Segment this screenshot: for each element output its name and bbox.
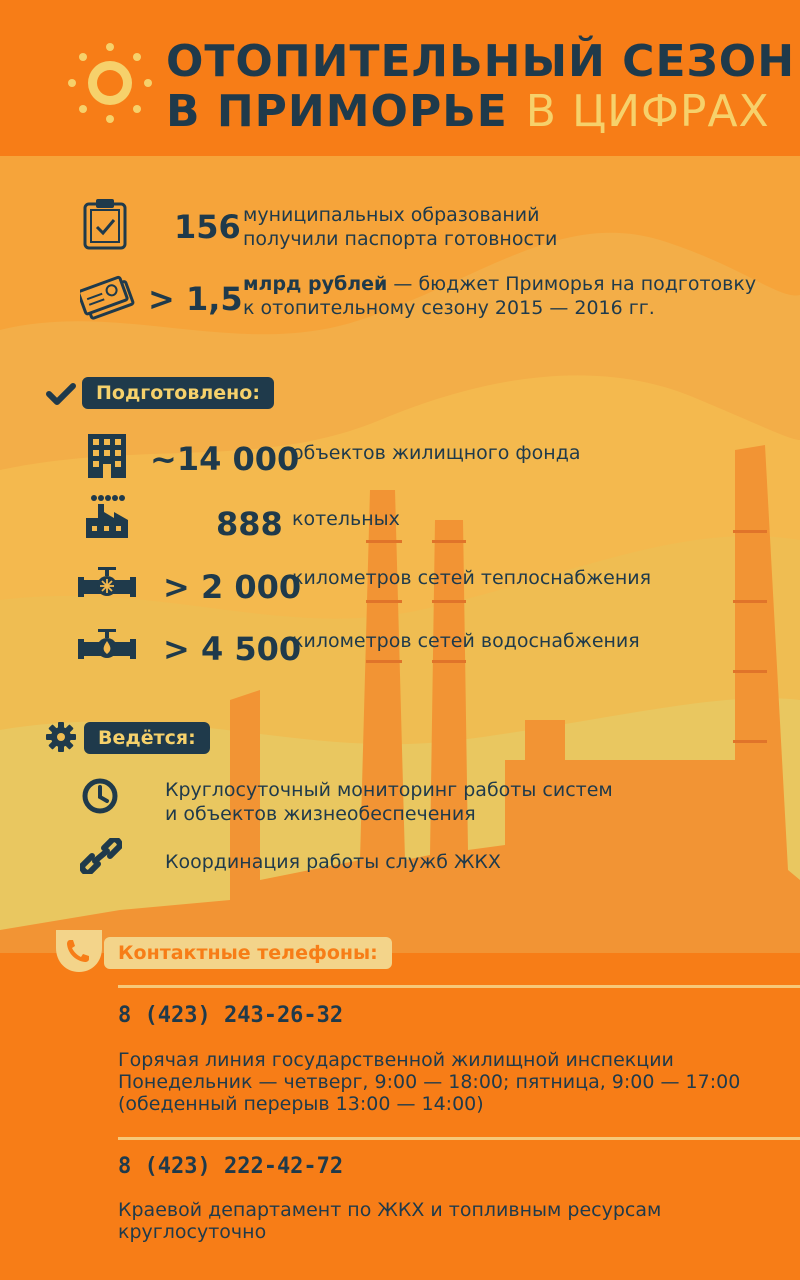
clock-icon (82, 778, 118, 814)
prepared-number-2: 888 (216, 505, 283, 543)
chain-link-icon (80, 838, 122, 874)
contacts-label: Контактные телефоны: (104, 937, 392, 969)
intro-number-2: > 1,5 (148, 280, 243, 318)
apartment-building-icon (86, 432, 128, 480)
contact-1-line-1: Горячая линия государственной жилищной инспекции (118, 1049, 674, 1071)
prepared-label: Подготовлено: (82, 377, 274, 409)
money-bills-icon (80, 272, 136, 324)
clipboard-check-icon (82, 198, 128, 250)
gear-icon (46, 722, 76, 752)
prepared-text-3: километров сетей теплоснабжения (292, 567, 652, 589)
prepared-number-3: > 2 000 (163, 568, 302, 606)
intro-text-2-rest: — бюджет Приморья на подготовку (387, 273, 757, 295)
ongoing-label: Ведётся: (84, 722, 210, 754)
prepared-text-1: объектов жилищного фонда (292, 442, 581, 464)
sun-icon (62, 40, 158, 126)
phone-number-2[interactable]: 8 (423) 222-42-72 (118, 1154, 344, 1179)
title-line-2 (166, 86, 770, 137)
intro-text-2-line-1 (243, 272, 756, 296)
title-bold: В ПРИМОРЬЕ (166, 86, 508, 137)
ongoing-text-2: Координация работы служб ЖКХ (165, 851, 501, 873)
title-line-1: ОТОПИТЕЛЬНЫЙ СЕЗОН (166, 36, 796, 87)
pipe-valve-water-icon (78, 628, 136, 664)
pipe-valve-heat-icon (78, 566, 136, 602)
contacts-divider-2 (118, 1137, 800, 1140)
factory-icon (84, 494, 130, 540)
intro-text-1-line-1: муниципальных образований (243, 204, 540, 226)
title-light: В ЦИФРАХ (525, 86, 770, 137)
contacts-divider-1 (118, 985, 800, 988)
ongoing-text-1-line-2: и объектов жизнеобеспечения (165, 803, 476, 825)
intro-text-2-line-2: к отопительному сезону 2015 — 2016 гг. (243, 297, 655, 319)
prepared-number-1: ~14 000 (150, 440, 300, 478)
contact-1-line-3: (обеденный перерыв 13:00 — 14:00) (118, 1093, 484, 1115)
phone-number-1[interactable]: 8 (423) 243-26-32 (118, 1003, 344, 1028)
checkmark-icon (46, 382, 76, 406)
phone-icon (54, 928, 104, 974)
prepared-text-4: километров сетей водоснабжения (292, 630, 640, 652)
prepared-text-2: котельных (292, 508, 400, 530)
intro-text-2-bold: млрд рублей (243, 273, 388, 295)
ongoing-text-1-line-1: Круглосуточный мониторинг работы систем (165, 779, 613, 801)
prepared-number-4: > 4 500 (163, 630, 302, 668)
intro-number-1: 156 (174, 208, 241, 246)
intro-text-1-line-2: получили паспорта готовности (243, 228, 558, 250)
contact-1-line-2: Понедельник — четверг, 9:00 — 18:00; пятница, 9:00 — 17:00 (118, 1071, 741, 1093)
contact-2-line-2: круглосуточно (118, 1221, 267, 1243)
contact-2-line-1: Краевой департамент по ЖКХ и топливным ресурсам (118, 1199, 662, 1221)
